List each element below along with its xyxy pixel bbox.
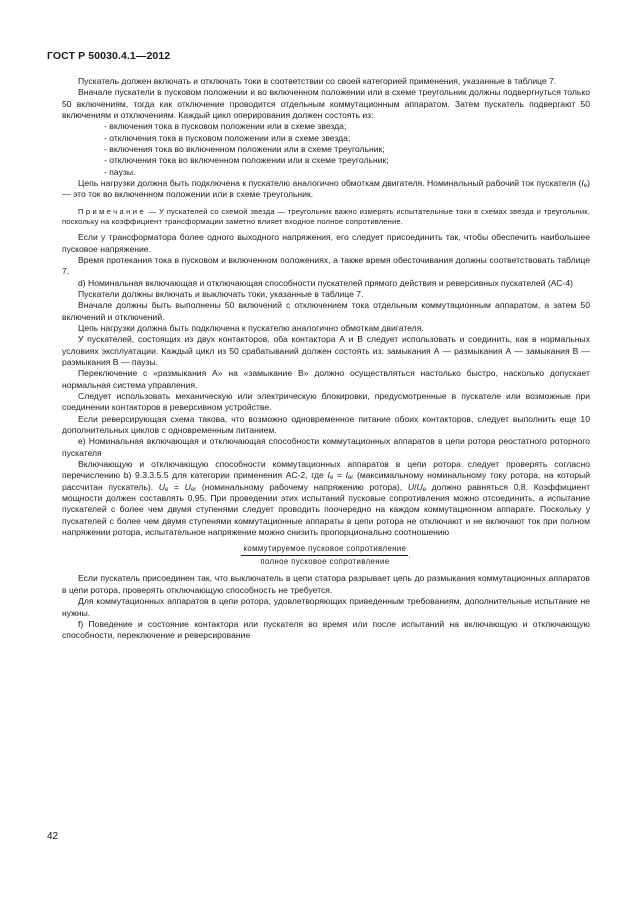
list-item: - паузы. — [104, 166, 136, 177]
paragraph: Цепь нагрузки должна быть подключена к пускателю аналогично обмоткам двигателя. Номинальный рабочий ток пускателя $(I_e)$ — это ток во включенном положении или в схеме треугольник. — [62, 178, 590, 200]
paragraph: Если реверсирующая схема такова, что возможно одновременное питание обоих контакторов, следует выполнить еще 10 дополнительных циклов с одновременным питанием. — [62, 413, 590, 436]
page-number: 42 — [47, 831, 59, 842]
document-body — [62, 76, 590, 642]
paragraph: Следует использовать механическую или электрическую блокировки, предусмотренные в пускателе или возможные при соединении контакторов в реверсивном устройстве. — [62, 391, 590, 413]
paragraph: Переключение с «размыкания А» на «замыкание В» должно осуществляться настолько быстро, насколько допускает нормальная система управления. — [62, 368, 590, 390]
paragraph: Если у трансформатора более одного выходного напряжения, его следует присоединить так, чтобы обеспечить наибольшее пусковое напряжение. — [62, 232, 590, 254]
paragraph: Вначале должны быть выполнены 50 включений с отключением тока отдельным коммутационным аппаратом, а затем 50 включений и отключений. — [62, 300, 590, 322]
formula-trailing-period: . — [408, 551, 411, 561]
paragraph: Время протекания тока в пусковом и включенном положениях, а также время обесточивания должны соответствовать таблице 7. — [62, 254, 590, 277]
paragraph: У пускателей, состоящих из двух контакторов, оба контактора А и В следует использовать и соединить, как в нормальных условиях эксплуатации. Каждый цикл из 50 срабатываний должен состоять из: замыкания А — размыкания А — замыкания В — размыкания В — паузы. — [62, 334, 590, 367]
ratio-formula — [62, 544, 590, 567]
note — [62, 207, 590, 227]
paragraph: Пускатели должны включать и выключать токи, указанные в таблице 7. — [78, 288, 364, 299]
paragraph: Пускатель должен включать и отключать токи в соответствии со своей категорией применения, указанные в таблице 7. — [78, 76, 557, 86]
list-item: - включения тока в пусковом положении или в схеме звезда; — [104, 121, 347, 132]
list-item: - включения тока во включенном положении или в схеме треугольник; — [104, 144, 385, 155]
list-item: - отключения тока во включенном положении или в схеме треугольник; — [104, 155, 389, 166]
note-label: Примечание — [78, 206, 146, 216]
paragraph: е) Номинальная включающая и отключающая способности коммутационных аппаратов в цепи ротора реостатного роторного пускателя — [62, 436, 590, 458]
paragraph: Для коммутационных аппаратов в цепи ротора, удовлетворяющих приведенным требованиям, дополнительные испытание не нужны. — [62, 596, 590, 618]
document-header: ГОСТ Р 50030.4.1—2012 — [47, 50, 171, 62]
paragraph: Включающую и отключающую способности коммутационных аппаратов в цепи ротора следует проверять согласно перечислению b) 9.3.3.5.5 для категории применения АС-2, где $I_e = I_{er}$ (максимальному номинальному току ротора, на который рассчитан пускатель). $U_e = U_{er}$ (номинальному рабочему напряжению ротора), $U/U_e$ должно равняться 0,8. Коэффициент мощности должен составлять 0,95. При проведении этих испытаний пусковые сопротивления можно отсоединить, а испытание пускателей с более чем двумя ступенями следует проводить поочередно на каждом коммутационном аппарате. Поскольку у пускателей с более чем двумя ступенями коммутационные аппараты в цепи ротора не отключают и не включают ток при полном напряжении ротора, испытательное напряжение можно снизить пропорционально соотношению — [62, 459, 591, 538]
formula-fraction — [241, 544, 411, 567]
paragraph: Если пускатель присоединен так, что выключатель в цепи статора разрывает цепь до размыкания коммутационных аппаратов в цепи ротора, проверять отключающую способность не требуется. — [62, 573, 590, 595]
note-text: — У пускателей со схемой звезда — треугольник важно измерять испытательные токи в схемах звезда и треугольник, поскольку на коэффициент трансформации заметно влияет входное полное сопротивление. — [62, 206, 590, 226]
formula-numerator: коммутируемое пусковое сопротивление — [241, 544, 408, 556]
paragraph: f) Поведение и состояние контактора или пускателя во время или после испытаний на включающую и отключающую способности, переключение и реверсирование — [62, 618, 590, 641]
formula-denominator: полное пусковое сопротивление — [260, 557, 390, 567]
paragraph: d) Номинальная включающая и отключающая способности пускателей прямого действия и реверсивных пускателей (АС-4) — [78, 277, 573, 288]
paragraph: Цепь нагрузки должна быть подключена к пускателю аналогично обмоткам двигателя. — [78, 322, 424, 333]
paragraph: Вначале пускатели в пусковом положении и во включенном положении или в схеме треугольник должны подвергнуться только 50 включениям, тогда как отключение проводится отдельным коммутационным аппаратом. Затем пускатель подвергают 50 включениям и отключениям. Каждый цикл оперирования должен состоять из: — [62, 87, 590, 121]
list-item: - отключения тока в пусковом положении или в схеме звезда; — [104, 132, 351, 143]
